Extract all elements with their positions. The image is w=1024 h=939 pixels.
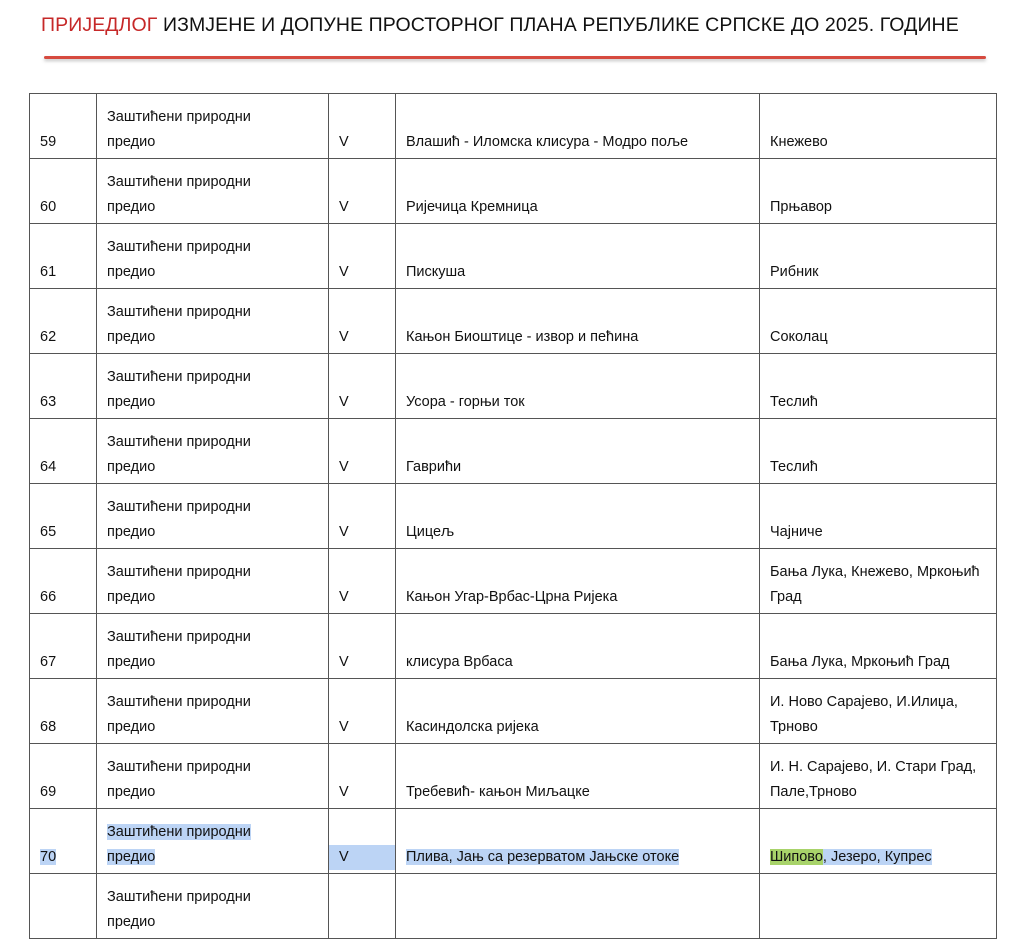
row-name [396,614,760,679]
table-row-selected [30,809,997,874]
row-number [30,354,97,419]
row-level-text: V [339,199,349,215]
protected-areas-table [29,93,997,939]
row-place-text: Кнежево [770,134,828,150]
row-level [329,159,396,224]
row-place [760,419,997,484]
row-category-text: Заштићени природни предио [107,629,251,670]
row-level-text[interactable]: V [329,845,395,870]
header-prefix: ПРИЈЕДЛОГ [41,14,158,36]
table-row [30,224,997,289]
table-row [30,484,997,549]
row-level-text: V [339,589,349,605]
place-highlighted-text[interactable]: Шипово [770,849,823,865]
row-place-text: И. Ново Сарајево, И.Илиџа, Трново [770,694,958,735]
row-category-text: Заштићени природни предио [107,759,251,800]
row-number [30,419,97,484]
row-category-text: Заштићени природни предио [107,174,251,215]
table-row [30,94,997,159]
row-category [97,744,329,809]
row-number-text[interactable]: 70 [40,849,57,865]
row-number-text: 64 [40,459,57,475]
row-place-text: Чајниче [770,524,823,540]
row-level [329,354,396,419]
row-name [396,744,760,809]
row-name-text: Требевић- кањон Миљацке [406,784,590,800]
row-place-text: Рибник [770,264,819,280]
row-category-text: Заштићени природни предио [107,369,251,410]
row-level-text: V [339,784,349,800]
row-level-text: V [339,329,349,345]
row-place [760,94,997,159]
row-category [97,614,329,679]
row-name-text: Кањон Угар-Врбас-Црна Ријека [406,589,618,605]
table-row [30,549,997,614]
row-category-text: Заштићени природни предио [107,499,251,540]
row-number-text: 69 [40,784,57,800]
table-row [30,159,997,224]
row-category [97,549,329,614]
row-name-text: Влашић - Иломска клисура - Модро поље [406,134,689,150]
row-place [760,679,997,744]
row-name [396,549,760,614]
row-level-text: V [339,524,349,540]
row-number-text: 59 [40,134,57,150]
row-number [30,94,97,159]
row-place-text: Бања Лука, Кнежево, Мркоњић Град [770,564,980,605]
row-name-text: клисура Врбаса [406,654,513,670]
row-number-text: 60 [40,199,57,215]
row-number [30,744,97,809]
row-category [97,484,329,549]
row-place [760,354,997,419]
document-header [41,14,959,37]
row-number [30,484,97,549]
row-category [97,224,329,289]
row-category-text: Заштићени природни предио [107,434,251,475]
row-category [97,809,329,874]
table-row [30,744,997,809]
row-level-text: V [339,719,349,735]
row-level-text: V [339,459,349,475]
row-name [396,679,760,744]
row-number-text: 62 [40,329,57,345]
row-category-wrap [107,820,277,870]
partial-cell [329,874,396,939]
row-level [329,744,396,809]
row-name-text: Касиндолска ријека [406,719,539,735]
partial-cell [396,874,760,939]
place-selected-text[interactable]: , Језеро, Купрес [822,849,932,865]
row-number [30,289,97,354]
row-number [30,549,97,614]
row-category [97,289,329,354]
row-number [30,614,97,679]
row-level [329,224,396,289]
table-body [30,94,997,939]
row-name [396,484,760,549]
row-place [760,224,997,289]
row-category-text: Заштићени природни предио [107,239,251,280]
row-number [30,159,97,224]
row-place [760,159,997,224]
row-number [30,679,97,744]
row-level [329,419,396,484]
row-place [760,744,997,809]
row-category [97,94,329,159]
table-row [30,614,997,679]
row-category-text: Заштићени природни предио [107,564,251,605]
row-number [30,224,97,289]
row-category [97,419,329,484]
row-level [329,94,396,159]
row-level [329,484,396,549]
row-number-text: 67 [40,654,57,670]
row-name-text: Гаврићи [406,459,462,475]
row-category [97,354,329,419]
row-name [396,289,760,354]
row-place-text: Прњавор [770,199,833,215]
row-level-text: V [339,134,349,150]
row-name-text[interactable]: Плива, Јањ са резерватом Јањске отоке [406,849,680,865]
row-category [97,159,329,224]
table-row [30,679,997,744]
row-name-text: Пискуша [406,264,466,280]
row-name [396,419,760,484]
header-title: ИЗМЈЕНЕ И ДОПУНЕ ПРОСТОРНОГ ПЛАНА РЕПУБЛИКЕ СРПСКЕ ДО 2025. ГОДИНЕ [162,14,959,36]
table-row [30,419,997,484]
row-number-text: 61 [40,264,57,280]
row-name [396,94,760,159]
row-name-text: Ријечица Кремница [406,199,538,215]
row-name-text: Усора - горњи ток [406,394,525,410]
row-number-text: 63 [40,394,57,410]
row-place-text: Соколац [770,329,828,345]
row-number-text: 65 [40,524,57,540]
table-row-partial [30,874,997,939]
row-name-text: Цицељ [406,524,455,540]
row-place [760,549,997,614]
row-name [396,809,760,874]
partial-cell [760,874,997,939]
partial-cell [30,874,97,939]
row-place [760,484,997,549]
row-category-text: Заштићени природни предио [107,889,251,930]
row-name [396,159,760,224]
table-row [30,354,997,419]
row-place [760,289,997,354]
row-place [760,614,997,679]
row-category-text: Заштићени природни предио [107,694,251,735]
row-name [396,224,760,289]
table-row [30,289,997,354]
row-level-text: V [339,264,349,280]
row-place-text: И. Н. Сарајево, И. Стари Град, Пале,Трново [770,759,977,800]
row-name [396,354,760,419]
row-level-text: V [339,394,349,410]
row-name-text: Кањон Биоштице - извор и пећина [406,329,639,345]
row-level-text: V [339,654,349,670]
partial-cell [97,874,329,939]
row-number-text: 66 [40,589,57,605]
row-level [329,679,396,744]
row-level [329,614,396,679]
row-level [329,549,396,614]
header-divider [44,56,986,59]
row-level [329,809,396,874]
row-category-text: Заштићени природни предио [107,304,251,345]
row-place-text: Теслић [770,394,818,410]
row-place-text: Теслић [770,459,818,475]
row-category-text[interactable]: Заштићени природни предио [107,824,251,865]
row-place [760,809,997,874]
row-number [30,809,97,874]
row-category [97,679,329,744]
row-place-text: Бања Лука, Мркоњић Град [770,654,950,670]
row-number-text: 68 [40,719,57,735]
row-category-text: Заштићени природни предио [107,109,251,150]
row-level [329,289,396,354]
